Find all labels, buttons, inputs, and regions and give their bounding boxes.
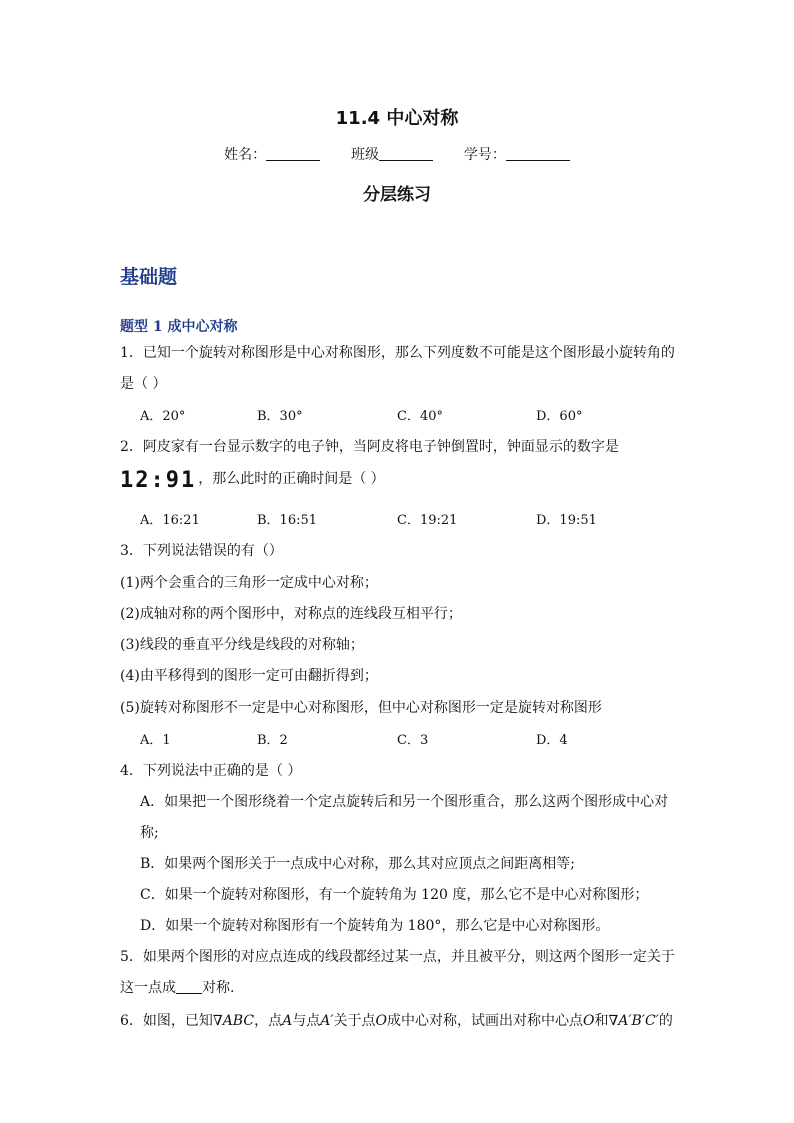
name-label: 姓名：	[224, 147, 267, 163]
question-type-heading: 题型 1 成中心对称	[120, 319, 238, 335]
q4-option-a-line1: A．如果把一个图形绕着一个定点旋转后和另一个图形重合，那么这两个图形成中心对	[140, 794, 669, 810]
clock-display-image: 12:91	[120, 468, 197, 493]
q3-item-5: (5)旋转对称图形不一定是中心对称图形，但中心对称图形一定是旋转对称图形	[120, 700, 602, 716]
q3-item-3: (3)线段的垂直平分线是线段的对称轴；	[120, 637, 364, 653]
q1-option-a: A．20°	[140, 409, 186, 424]
q1-option-c: C．40°	[397, 409, 443, 424]
q5-line1: 5．如果两个图形的对应点连成的线段都经过某一点，并且被平分，则这两个图形一定关于	[120, 949, 675, 965]
page-subtitle: 分层练习	[363, 185, 431, 205]
q2-option-b: B．16:51	[257, 513, 318, 528]
q6-point-a-prime: A′	[320, 1013, 334, 1029]
q6-part1: 6．如图，已知	[120, 1013, 213, 1029]
q2-option-d: D．19:51	[536, 513, 597, 528]
q6-part4: 关于点	[333, 1013, 376, 1029]
q6-point-o-2: O	[582, 1013, 595, 1029]
q6-part5: 成中心对称，试画出对称中心点	[386, 1013, 583, 1029]
q3-line1: 3．下列说法错误的有（）	[120, 543, 283, 559]
q3-option-a: A．1	[140, 733, 171, 748]
q3-item-2: (2)成轴对称的两个图形中，对称点的连线段互相平行；	[120, 606, 462, 622]
q4-line1: 4．下列说法中正确的是（ ）	[120, 763, 302, 779]
section-heading: 基础题	[120, 266, 178, 288]
q6-triangle-image: ∇A′B′C′	[608, 1013, 659, 1029]
q3-option-b: B．2	[257, 733, 288, 748]
q2-option-c: C．19:21	[397, 513, 458, 528]
q5-line2-row	[120, 977, 234, 997]
q6-triangle-abc: ∇ABC	[212, 1013, 255, 1029]
q3-option-c: C．3	[397, 733, 429, 748]
q2-line2-row	[120, 468, 385, 493]
q6-part2: ，点	[254, 1013, 283, 1029]
q6-part3: 与点	[292, 1013, 321, 1029]
q5-answer-blank[interactable]	[176, 981, 202, 994]
q4-option-c: C．如果一个旋转对称图形，有一个旋转角为 120 度，那么它不是中心对称图形；	[140, 887, 649, 903]
q3-item-1: (1)两个会重合的三角形一定成中心对称；	[120, 575, 378, 591]
class-label: 班级	[351, 147, 379, 163]
q2-option-a: A．16:21	[140, 513, 200, 528]
number-label: 学号：	[463, 147, 506, 163]
q6-point-a: A	[282, 1013, 293, 1029]
q1-line2: 是（ ）	[120, 376, 167, 392]
q4-option-d: D．如果一个旋转对称图形有一个旋转角为 180°，那么它是中心对称图形。	[140, 918, 610, 934]
q5-line2b: 对称.	[202, 980, 235, 996]
class-blank[interactable]	[379, 146, 433, 161]
q6-part6: 和	[594, 1013, 609, 1029]
q1-line1: 1．已知一个旋转对称图形是中心对称图形，那么下列度数不可能是这个图形最小旋转角的	[120, 345, 675, 361]
name-blank[interactable]	[266, 146, 320, 161]
q1-option-d: D．60°	[536, 409, 583, 424]
q2-line2: ，那么此时的正确时间是（ ）	[198, 471, 385, 487]
q6-part7: 的	[658, 1013, 673, 1029]
q6-line1	[120, 1010, 673, 1030]
q4-option-a-line2: 称;	[140, 825, 159, 841]
page-title: 11.4 中心对称	[335, 108, 459, 129]
q6-point-o: O	[375, 1013, 387, 1029]
q1-option-b: B．30°	[257, 409, 303, 424]
student-info-row	[0, 144, 794, 164]
number-blank[interactable]	[506, 146, 570, 161]
q5-line2a: 这一点成	[120, 980, 176, 996]
q4-option-b: B．如果两个图形关于一点成中心对称，那么其对应顶点之间距离相等;	[140, 856, 576, 872]
q3-item-4: (4)由平移得到的图形一定可由翻折得到；	[120, 668, 378, 684]
q2-line1: 2．阿皮家有一台显示数字的电子钟，当阿皮将电子钟倒置时，钟面显示的数字是	[120, 439, 619, 455]
q3-option-d: D．4	[536, 733, 568, 748]
